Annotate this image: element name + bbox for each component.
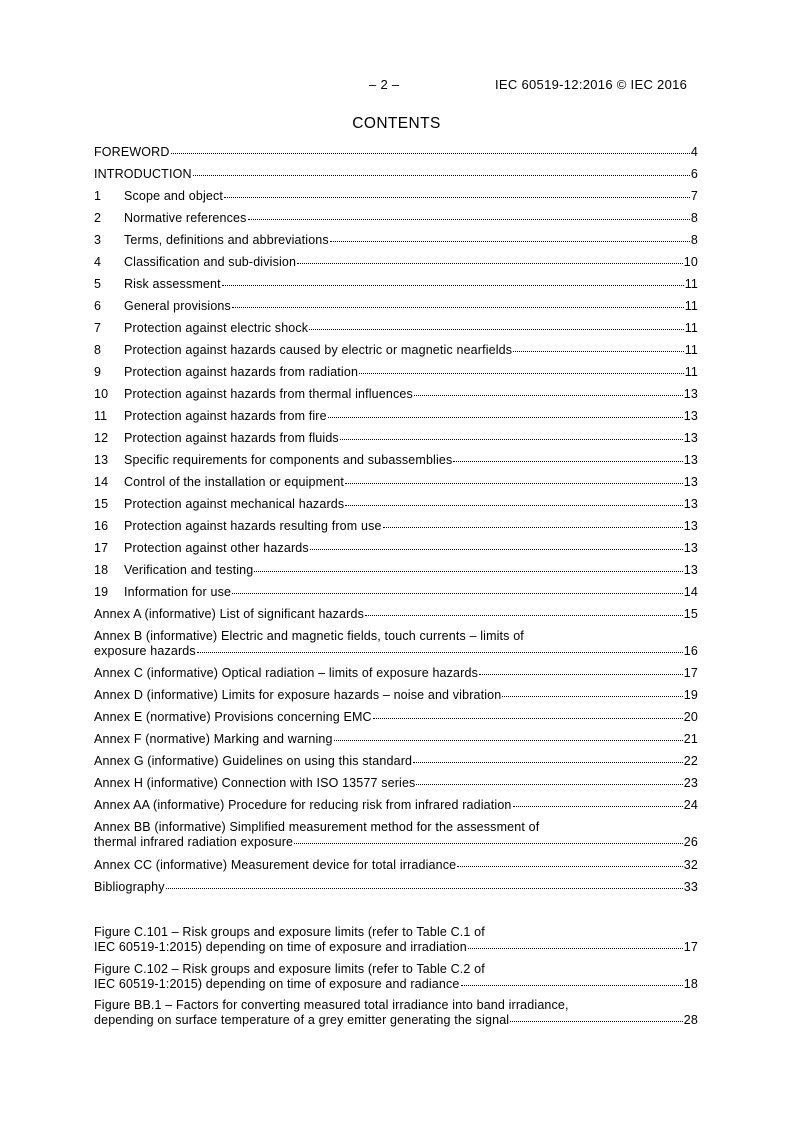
toc-entry-label: Annex E (normative) Provisions concerning EMC bbox=[94, 710, 372, 724]
toc-entry-label: Annex AA (informative) Procedure for reducing risk from infrared radiation bbox=[94, 798, 512, 812]
toc-entry-label: Annex CC (informative) Measurement device for total irradiance bbox=[94, 858, 457, 872]
toc-entry[interactable] bbox=[94, 666, 698, 681]
toc-entry[interactable] bbox=[94, 431, 698, 446]
toc-entry[interactable] bbox=[94, 820, 698, 850]
dot-leader bbox=[232, 593, 683, 594]
toc-entry[interactable] bbox=[94, 858, 698, 873]
dot-leader bbox=[359, 373, 684, 374]
toc-entry-page: 20 bbox=[683, 710, 698, 724]
toc-entry-number: 16 bbox=[94, 519, 109, 533]
dot-leader bbox=[373, 718, 683, 719]
toc-entry-page: 8 bbox=[690, 233, 698, 247]
toc-entry-number: 13 bbox=[94, 453, 109, 467]
toc-entry-page: 13 bbox=[683, 563, 698, 577]
toc-entry-page: 16 bbox=[683, 644, 698, 658]
toc-entry[interactable] bbox=[94, 167, 698, 182]
toc-entry-number: 19 bbox=[94, 585, 109, 599]
toc-entry[interactable] bbox=[94, 233, 698, 248]
toc-entry-page: 11 bbox=[684, 299, 698, 313]
toc-entry-label: Annex C (informative) Optical radiation – limits of exposure hazards bbox=[94, 666, 478, 680]
toc-entry-label: Scope and object bbox=[124, 189, 224, 203]
dot-leader bbox=[310, 549, 683, 550]
toc-entry-label: IEC 60519-1:2015) depending on time of exposure and irradiation bbox=[94, 940, 467, 954]
toc-entry-label: Verification and testing bbox=[124, 563, 254, 577]
toc-entry-label: FOREWORD bbox=[94, 145, 170, 159]
toc-entry-page: 13 bbox=[683, 431, 698, 445]
toc-entry-page: 4 bbox=[690, 145, 698, 159]
toc-entry-page: 11 bbox=[684, 321, 698, 335]
standard-reference: IEC 60519-12:2016 © IEC 2016 bbox=[495, 77, 688, 92]
dot-leader bbox=[340, 439, 683, 440]
toc-entry-label: depending on surface temperature of a grey emitter generating the signal bbox=[94, 1013, 510, 1027]
toc-entry-page: 32 bbox=[683, 858, 698, 872]
dot-leader bbox=[457, 866, 683, 867]
toc-entry[interactable] bbox=[94, 211, 698, 226]
toc-entry[interactable] bbox=[94, 387, 698, 402]
toc-entry-label: Protection against hazards from thermal influences bbox=[124, 387, 413, 401]
dot-leader bbox=[468, 948, 683, 949]
toc-entry[interactable] bbox=[94, 145, 698, 160]
toc-entry[interactable] bbox=[94, 519, 698, 534]
toc-entry-label: Annex D (informative) Limits for exposure hazards – noise and vibration bbox=[94, 688, 502, 702]
toc-entry-label: IEC 60519-1:2015) depending on time of exposure and radiance bbox=[94, 977, 460, 991]
toc-entry-page: 18 bbox=[683, 977, 698, 991]
dot-leader bbox=[171, 153, 690, 154]
toc-entry-page: 11 bbox=[684, 277, 698, 291]
toc-entry-label: Annex H (informative) Connection with ISO 13577 series bbox=[94, 776, 416, 790]
dot-leader bbox=[502, 696, 682, 697]
toc-entry-label: Risk assessment bbox=[124, 277, 221, 291]
toc-entry-page: 21 bbox=[683, 732, 698, 746]
toc-entry-label: Protection against mechanical hazards bbox=[124, 497, 345, 511]
toc-entry-label: Protection against hazards from fire bbox=[124, 409, 327, 423]
toc-entry[interactable] bbox=[94, 321, 698, 336]
toc-entry-page: 6 bbox=[690, 167, 698, 181]
toc-entry-page: 7 bbox=[690, 189, 698, 203]
toc-entry[interactable] bbox=[94, 607, 698, 622]
toc-entry-page: 11 bbox=[684, 365, 698, 379]
toc-entry-page: 17 bbox=[683, 666, 698, 680]
toc-entry[interactable] bbox=[94, 688, 698, 703]
toc-entry-page: 26 bbox=[683, 835, 698, 849]
toc-entry-number: 15 bbox=[94, 497, 109, 511]
toc-entry-label: Protection against hazards from radiation bbox=[124, 365, 359, 379]
toc-entry-label: Control of the installation or equipment bbox=[124, 475, 345, 489]
toc-entry[interactable] bbox=[94, 962, 698, 992]
toc-entry[interactable] bbox=[94, 776, 698, 791]
page-title: CONTENTS bbox=[352, 115, 441, 132]
toc-entry-page: 13 bbox=[683, 453, 698, 467]
toc-entry-number: 8 bbox=[94, 343, 102, 357]
toc-entry-page: 13 bbox=[683, 519, 698, 533]
toc-entry[interactable] bbox=[94, 732, 698, 747]
dot-leader bbox=[513, 351, 684, 352]
toc-entry-label: General provisions bbox=[124, 299, 231, 313]
toc-entry-title-line: Figure BB.1 – Factors for converting measured total irradiance into band irradiance, bbox=[94, 998, 569, 1012]
toc-entry-page: 13 bbox=[683, 387, 698, 401]
toc-entry-number: 2 bbox=[94, 211, 102, 225]
dot-leader bbox=[193, 175, 690, 176]
toc-entry-page: 13 bbox=[683, 497, 698, 511]
toc-entry[interactable] bbox=[94, 998, 698, 1028]
toc-entry-page: 10 bbox=[683, 255, 698, 269]
toc-entry[interactable] bbox=[94, 365, 698, 380]
toc-entry-page: 13 bbox=[683, 409, 698, 423]
dot-leader bbox=[383, 527, 683, 528]
dot-leader bbox=[513, 806, 683, 807]
toc-entry-page: 22 bbox=[683, 754, 698, 768]
toc-entry-number: 5 bbox=[94, 277, 102, 291]
toc-entry[interactable] bbox=[94, 497, 698, 512]
toc-entry[interactable] bbox=[94, 629, 698, 659]
page-number: – 2 – bbox=[369, 77, 400, 92]
toc-entry-label: Protection against electric shock bbox=[124, 321, 309, 335]
dot-leader bbox=[232, 307, 684, 308]
toc-entry[interactable] bbox=[94, 754, 698, 769]
toc-entry[interactable] bbox=[94, 925, 698, 955]
toc-entry[interactable] bbox=[94, 585, 698, 600]
toc-entry-title-line: Figure C.101 – Risk groups and exposure limits (refer to Table C.1 of bbox=[94, 925, 485, 939]
dot-leader bbox=[345, 483, 683, 484]
toc-entry-page: 24 bbox=[683, 798, 698, 812]
toc-entry[interactable] bbox=[94, 541, 698, 556]
toc-entry-label: Normative references bbox=[124, 211, 247, 225]
toc-entry-label: Bibliography bbox=[94, 880, 165, 894]
dot-leader bbox=[479, 674, 683, 675]
toc-entry-title-line: Figure C.102 – Risk groups and exposure limits (refer to Table C.2 of bbox=[94, 962, 485, 976]
toc-entry-number: 1 bbox=[94, 189, 102, 203]
toc-entry-label: Protection against other hazards bbox=[124, 541, 309, 555]
dot-leader bbox=[197, 652, 683, 653]
toc-entry[interactable] bbox=[94, 189, 698, 204]
dot-leader bbox=[330, 241, 690, 242]
toc-entry[interactable] bbox=[94, 710, 698, 725]
dot-leader bbox=[166, 888, 683, 889]
toc-entry-label: Protection against hazards from fluids bbox=[124, 431, 339, 445]
toc-entry-page: 15 bbox=[683, 607, 698, 621]
toc-entry-title-line: Annex B (informative) Electric and magnetic fields, touch currents – limits of bbox=[94, 629, 524, 643]
dot-leader bbox=[453, 461, 682, 462]
toc-entry-number: 6 bbox=[94, 299, 102, 313]
toc-entry-number: 12 bbox=[94, 431, 109, 445]
toc-entry-number: 11 bbox=[94, 409, 108, 423]
toc-entry-number: 7 bbox=[94, 321, 102, 335]
toc-entry-page: 28 bbox=[683, 1013, 698, 1027]
toc-entry-label: INTRODUCTION bbox=[94, 167, 192, 181]
toc-entry-title-line: Annex BB (informative) Simplified measurement method for the assessment of bbox=[94, 820, 540, 834]
toc-entry[interactable] bbox=[94, 343, 698, 358]
toc-entry-page: 19 bbox=[683, 688, 698, 702]
dot-leader bbox=[413, 762, 683, 763]
dot-leader bbox=[365, 615, 683, 616]
dot-leader bbox=[309, 329, 684, 330]
toc-entry-page: 33 bbox=[683, 880, 698, 894]
toc-entry-label: exposure hazards bbox=[94, 644, 196, 658]
toc-entry-label: Annex G (informative) Guidelines on using this standard bbox=[94, 754, 413, 768]
toc-entry[interactable] bbox=[94, 475, 698, 490]
toc-entry-number: 3 bbox=[94, 233, 102, 247]
toc-entry-label: Terms, definitions and abbreviations bbox=[124, 233, 329, 247]
toc-entry-page: 8 bbox=[690, 211, 698, 225]
dot-leader bbox=[416, 784, 682, 785]
toc-entry-page: 13 bbox=[683, 541, 698, 555]
dot-leader bbox=[510, 1021, 683, 1022]
toc-entry-number: 14 bbox=[94, 475, 109, 489]
toc-entry-label: thermal infrared radiation exposure bbox=[94, 835, 294, 849]
toc-entry-page: 14 bbox=[683, 585, 698, 599]
toc-entry[interactable] bbox=[94, 255, 698, 270]
dot-leader bbox=[297, 263, 683, 264]
dot-leader bbox=[328, 417, 683, 418]
toc-entry[interactable] bbox=[94, 563, 698, 578]
toc-entry-page: 23 bbox=[683, 776, 698, 790]
toc-entry-number: 17 bbox=[94, 541, 109, 555]
dot-leader bbox=[461, 985, 683, 986]
toc-entry-label: Annex A (informative) List of significant hazards bbox=[94, 607, 364, 621]
dot-leader bbox=[345, 505, 683, 506]
toc-entry[interactable] bbox=[94, 277, 698, 292]
toc-entry-label: Classification and sub-division bbox=[124, 255, 297, 269]
toc-entry[interactable] bbox=[94, 798, 698, 813]
dot-leader bbox=[414, 395, 683, 396]
dot-leader bbox=[254, 571, 682, 572]
toc-entry-page: 13 bbox=[683, 475, 698, 489]
dot-leader bbox=[224, 197, 690, 198]
toc-entry-label: Information for use bbox=[124, 585, 232, 599]
dot-leader bbox=[222, 285, 684, 286]
toc-entry-label: Protection against hazards caused by electric or magnetic nearfields bbox=[124, 343, 513, 357]
toc-entry-number: 4 bbox=[94, 255, 102, 269]
toc-entry-label: Specific requirements for components and subassemblies bbox=[124, 453, 453, 467]
toc-entry[interactable] bbox=[94, 453, 698, 468]
toc-entry-page: 11 bbox=[684, 343, 698, 357]
toc-entry[interactable] bbox=[94, 409, 698, 424]
toc-entry[interactable] bbox=[94, 299, 698, 314]
toc-entry-number: 9 bbox=[94, 365, 102, 379]
dot-leader bbox=[248, 219, 690, 220]
toc-entry[interactable] bbox=[94, 880, 698, 895]
dot-leader bbox=[294, 843, 683, 844]
toc-entry-page: 17 bbox=[683, 940, 698, 954]
toc-entry-number: 18 bbox=[94, 563, 109, 577]
toc-entry-label: Annex F (normative) Marking and warning bbox=[94, 732, 333, 746]
toc-entry-number: 10 bbox=[94, 387, 109, 401]
toc-entry-label: Protection against hazards resulting from use bbox=[124, 519, 382, 533]
dot-leader bbox=[334, 740, 683, 741]
